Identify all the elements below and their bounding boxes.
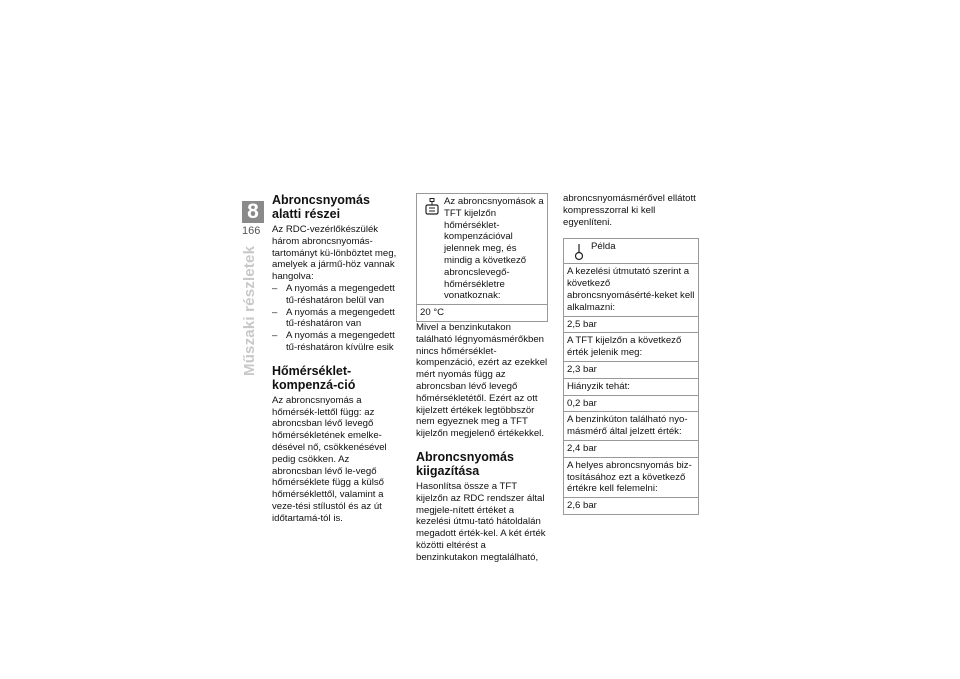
heading-tire-pressure-zones: Abroncsnyomás alatti részei <box>272 193 370 221</box>
example-row: A kezelési útmutató szerint a következő abroncsnyomásérté-keket kell alkalmazni: <box>564 263 698 315</box>
list-item: – A nyomás a megengedett tű-réshatáron belül van <box>272 283 402 307</box>
paragraph-temperature: Az abroncsnyomás a hőmérsék-lettől függ: az abroncsban lévő levegő hőmérsékletének emelke-désével nő, csökkenésével pedig csökken. Az abroncsban lévő le-vegő hőmérséklete függ a külső hőmérséklettől, valamint a veze-tési stílustól és az út időtartamá-tól is. <box>272 394 387 524</box>
example-row: 2,4 bar <box>564 440 698 457</box>
example-row: A helyes abroncsnyomás biz-tosításához ezt a következő értékre kell felemelni: <box>564 457 698 497</box>
example-box <box>563 238 699 515</box>
example-row: 2,3 bar <box>564 361 698 378</box>
note-text: Az abroncsnyomások a TFT kijelzőn hőmérséklet-kompenzációval jelennek meg, és mindig a következő abroncslevegő-hőmérsékletre vonatkoznak: <box>444 196 544 302</box>
page-number: 166 <box>242 225 261 237</box>
example-row: 2,6 bar <box>564 497 698 514</box>
paragraph-compare: Hasonlítsa össze a TFT kijelzőn az RDC rendszer által megjele-nített értéket a kezelési útmu-tató hátoldalán megadott érték-kel. A két érték közötti eltérést a benzinkutakon megtalálható, <box>416 480 546 563</box>
example-row: A TFT kijelzőn a következő érték jelenik meg: <box>564 332 698 361</box>
chapter-number: 8 <box>242 201 264 223</box>
note-box <box>416 193 548 322</box>
example-row: Hiányzik tehát: <box>564 378 698 395</box>
example-title: Példa <box>591 241 616 253</box>
section-title: Műszaki részletek <box>241 245 258 376</box>
paragraph-rdc-intro: Az RDC-vezérlőkészülék három abroncsnyomás-tartományt kü-lönböztet meg, amelyek a jármű-höz vannak hangolva: <box>272 224 397 283</box>
note-value: 20 °C <box>417 304 547 321</box>
paragraph-gas-station-gauges: Mivel a benzinkutakon található légnyomásmérőkben nincs hőmérséklet-kompenzáció, ezért az ezekkel mért nyomás függ az abroncsban lévő levegő hőmérsékletétől. Ezért az ott kijelzett értékek legtöbbször nem egyeznek meg a TFT kijelzőn megjelenő értékekkel. <box>416 321 548 440</box>
list-item: – A nyomás a megengedett tű-réshatáron kívülre esik <box>272 330 402 354</box>
example-row: A benzinkúton található nyo-másmérő által jelzett érték: <box>564 411 698 440</box>
info-pointer-icon <box>567 241 591 261</box>
list-item: – A nyomás a megengedett tű-réshatáron van <box>272 307 402 331</box>
column-3 <box>563 193 699 515</box>
paragraph-continuation: abroncsnyomásmérővel ellátott kompresszorral ki kell egyenlíteni. <box>563 193 696 228</box>
pressure-range-list <box>272 283 402 354</box>
column-1 <box>272 193 402 525</box>
example-row: 0,2 bar <box>564 395 698 412</box>
column-2 <box>416 193 548 564</box>
tire-pressure-gauge-icon <box>420 196 444 216</box>
heading-pressure-adjustment: Abroncsnyomás kiigazítása <box>416 449 514 478</box>
example-row: 2,5 bar <box>564 316 698 333</box>
heading-temperature-compensation: Hőmérséklet-kompenzá-ció <box>272 363 356 392</box>
